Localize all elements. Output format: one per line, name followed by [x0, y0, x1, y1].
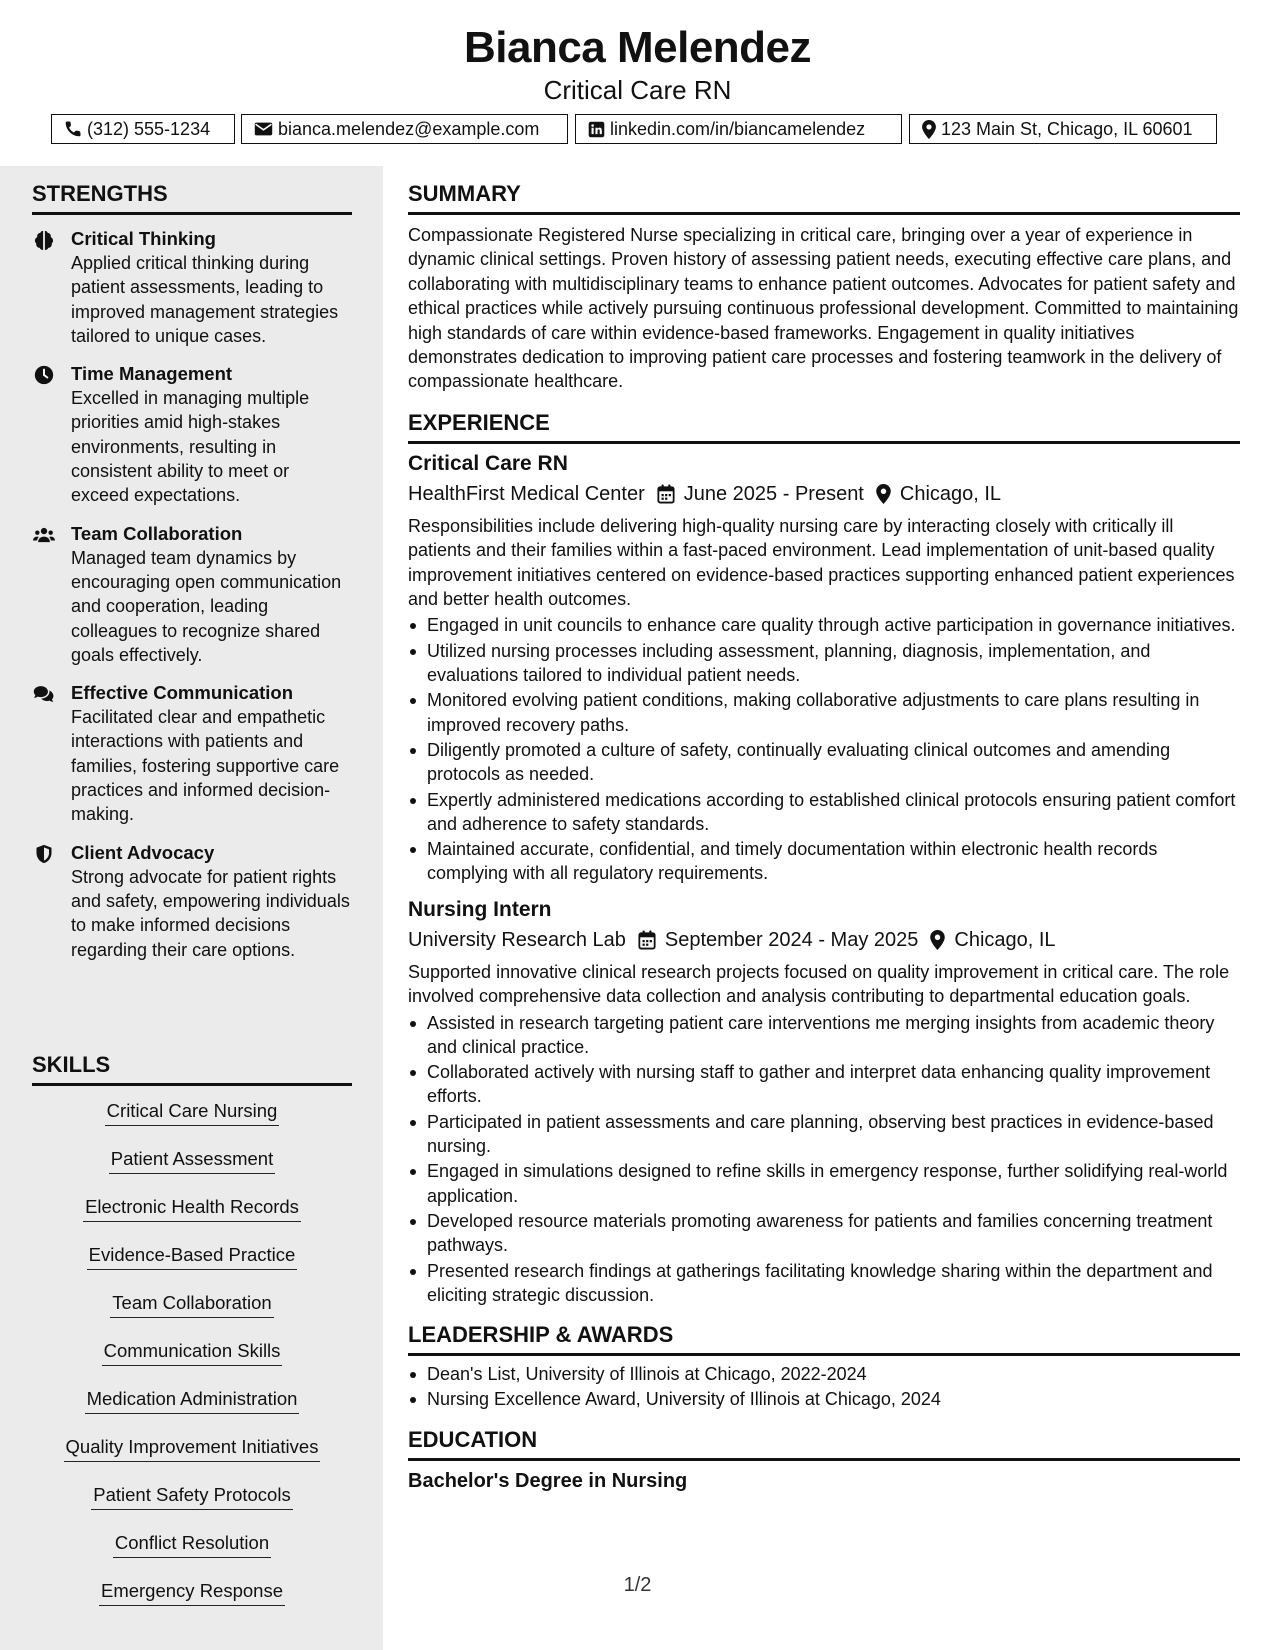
contact-phone[interactable]: [51, 114, 235, 144]
job-dates: September 2024 - May 2025: [664, 928, 919, 951]
skill-item: Quality Improvement Initiatives: [32, 1435, 352, 1462]
map-marker-icon: [930, 930, 945, 950]
strength-description: Facilitated clear and empathetic interactions with patients and families, fostering supportive care practices and informed decision-making.: [71, 707, 340, 825]
skill-item: Patient Safety Protocols: [32, 1483, 352, 1510]
strength-description: Excelled in managing multiple priorities amid high-stakes environments, resulting in consistent ability to meet or exceed expectations.: [71, 388, 310, 506]
skill-item: Emergency Response: [32, 1579, 352, 1606]
strength-item: [32, 681, 352, 826]
education-heading: EDUCATION: [408, 1426, 1240, 1461]
contact-email[interactable]: [241, 114, 568, 144]
strength-item: [32, 362, 352, 507]
job-description: Supported innovative clinical research projects focused on quality improvement in critical care. The role involved comprehensive data collection and analysis contributing to departmental education goals.: [408, 961, 1230, 1007]
skills-list: [32, 1099, 352, 1606]
summary-section: [408, 180, 1240, 394]
list-item: Assisted in research targeting patient care interventions me merging insights from academic theory and clinical practice.: [408, 1011, 1240, 1060]
skill-item: Conflict Resolution: [32, 1531, 352, 1558]
skills-section: [32, 1051, 352, 1627]
job-meta: [408, 480, 1240, 508]
list-item: Participated in patient assessments and care planning, observing best practices in evidence-based nursing.: [408, 1110, 1240, 1159]
brain-icon: [33, 230, 55, 250]
list-item: Dean's List, University of Illinois at Chicago, 2022-2024: [408, 1362, 1240, 1386]
skill-item: Medication Administration: [32, 1387, 352, 1414]
awards-list: [408, 1362, 1240, 1412]
list-item: Utilized nursing processes including assessment, planning, diagnosis, implementation, and evaluations tailored to individual patient needs.: [408, 639, 1240, 688]
skill-item: Communication Skills: [32, 1339, 352, 1366]
education-degree: Bachelor's Degree in Nursing: [408, 1469, 688, 1492]
envelope-icon: [254, 121, 273, 137]
address-text: 123 Main St, Chicago, IL 60601: [941, 118, 1193, 139]
skill-item: Critical Care Nursing: [32, 1099, 352, 1126]
users-icon: [33, 525, 55, 545]
job-description: Responsibilities include delivering high-quality nursing care by interacting closely with critically ill patients and their families within a fast-paced environment. Lead implementation of unit-based quality improvement initiatives centered on evidence-based practices supporting enhanced patient experiences and better health outcomes.: [408, 515, 1235, 610]
strength-description: Strong advocate for patient rights and safety, empowering individuals to make informed decisions regarding their care options.: [71, 866, 350, 960]
strength-item: [32, 522, 352, 667]
strength-description: Applied critical thinking during patient assessments, leading to improved management strategies tailored to unique cases.: [71, 253, 339, 346]
clock-icon: [33, 365, 55, 385]
education-section: [408, 1426, 1240, 1495]
list-item: Monitored evolving patient conditions, making collaborative adjustments to care plans resulting in improved recovery paths.: [408, 688, 1240, 737]
job-entry: [408, 450, 1240, 886]
phone-text: (312) 555-1234: [87, 118, 211, 139]
job-company: HealthFirst Medical Center: [408, 482, 645, 505]
contact-address: [909, 114, 1217, 144]
job-dates: June 2025 - Present: [683, 482, 864, 505]
job-location: Chicago, IL: [899, 482, 1002, 505]
calendar-icon: [638, 930, 656, 950]
strength-description: Managed team dynamics by encouraging open communication and cooperation, leading colleagues to recognize shared goals effectively.: [71, 547, 342, 665]
experience-heading: EXPERIENCE: [408, 409, 1240, 444]
job-title: Nursing Intern: [408, 897, 552, 921]
shield-icon: [33, 844, 55, 864]
candidate-title: Critical Care RN: [543, 75, 732, 105]
list-item: Presented research findings at gatherings facilitating knowledge sharing within the department and eliciting strategic discussion.: [408, 1259, 1240, 1308]
job-title: Critical Care RN: [408, 451, 568, 475]
awards-section: [408, 1321, 1240, 1412]
awards-heading: LEADERSHIP & AWARDS: [408, 1321, 1240, 1356]
phone-icon: [64, 120, 82, 138]
skill-item: Evidence-Based Practice: [32, 1243, 352, 1270]
job-bullets: [408, 1011, 1240, 1308]
job-bullets: [408, 613, 1240, 885]
page-number: 1/2: [623, 1574, 652, 1596]
list-item: Developed resource materials promoting awareness for patients and families concerning treatment pathways.: [408, 1209, 1240, 1258]
list-item: Maintained accurate, confidential, and timely documentation within electronic health records complying with all regulatory requirements.: [408, 837, 1240, 886]
candidate-name: Bianca Melendez: [463, 23, 812, 72]
map-marker-icon: [876, 484, 891, 504]
strength-title: Client Advocacy: [71, 841, 215, 863]
sidebar: [0, 166, 383, 1650]
list-item: Engaged in simulations designed to refine skills in emergency response, further solidifying real-world application.: [408, 1159, 1240, 1208]
summary-heading: SUMMARY: [408, 180, 1240, 215]
experience-section: [408, 409, 1240, 1307]
strength-title: Team Collaboration: [71, 522, 243, 544]
strength-title: Time Management: [71, 363, 233, 385]
list-item: Expertly administered medications according to established clinical protocols ensuring patient comfort and adherence to safety standards.: [408, 788, 1240, 837]
skill-item: Patient Assessment: [32, 1147, 352, 1174]
skills-heading: SKILLS: [32, 1051, 352, 1086]
skill-item: Team Collaboration: [32, 1291, 352, 1318]
strength-title: Critical Thinking: [71, 228, 216, 249]
list-item: Engaged in unit councils to enhance care quality through active participation in governance initiatives.: [408, 613, 1240, 637]
list-item: Diligently promoted a culture of safety, continually evaluating clinical outcomes and amending protocols as needed.: [408, 738, 1240, 787]
strengths-section: [32, 180, 352, 962]
strength-item: [32, 227, 352, 348]
summary-text: Compassionate Registered Nurse specializing in critical care, bringing over a year of experience in dynamic clinical settings. Proven history of assessing patient needs, executing effective care plans, and collaborating with multidisciplinary teams to enhance patient outcomes. Advocates for patient safety and ethical practices while actively pursuing continuous professional development. Committed to maintaining high standards of care within evidence-based frameworks. Engagement in quality initiatives demonstrates dedication to improving patient care processes and fostering teamwork in the delivery of compassionate healthcare.: [408, 225, 1239, 392]
skill-item: Electronic Health Records: [32, 1195, 352, 1222]
job-company: University Research Lab: [408, 928, 626, 951]
calendar-icon: [657, 484, 675, 504]
map-marker-icon: [922, 120, 936, 139]
list-item: Nursing Excellence Award, University of Illinois at Chicago, 2024: [408, 1387, 1240, 1411]
resume-header: [0, 0, 1275, 166]
job-meta: [408, 926, 1240, 954]
linkedin-icon: [588, 121, 605, 138]
strength-title: Effective Communication: [71, 682, 294, 704]
contact-linkedin[interactable]: [575, 114, 902, 144]
strengths-heading: STRENGTHS: [32, 180, 352, 215]
email-text: bianca.melendez@example.com: [278, 118, 540, 139]
main-content: [408, 166, 1240, 1495]
comments-icon: [33, 684, 55, 704]
contact-bar: [0, 114, 1275, 144]
linkedin-text: linkedin.com/in/biancamelendez: [610, 118, 866, 139]
list-item: Collaborated actively with nursing staff to gather and interpret data enhancing quality improvement efforts.: [408, 1060, 1240, 1109]
strength-item: [32, 841, 352, 962]
job-location: Chicago, IL: [954, 928, 1056, 951]
job-entry: [408, 896, 1240, 1307]
